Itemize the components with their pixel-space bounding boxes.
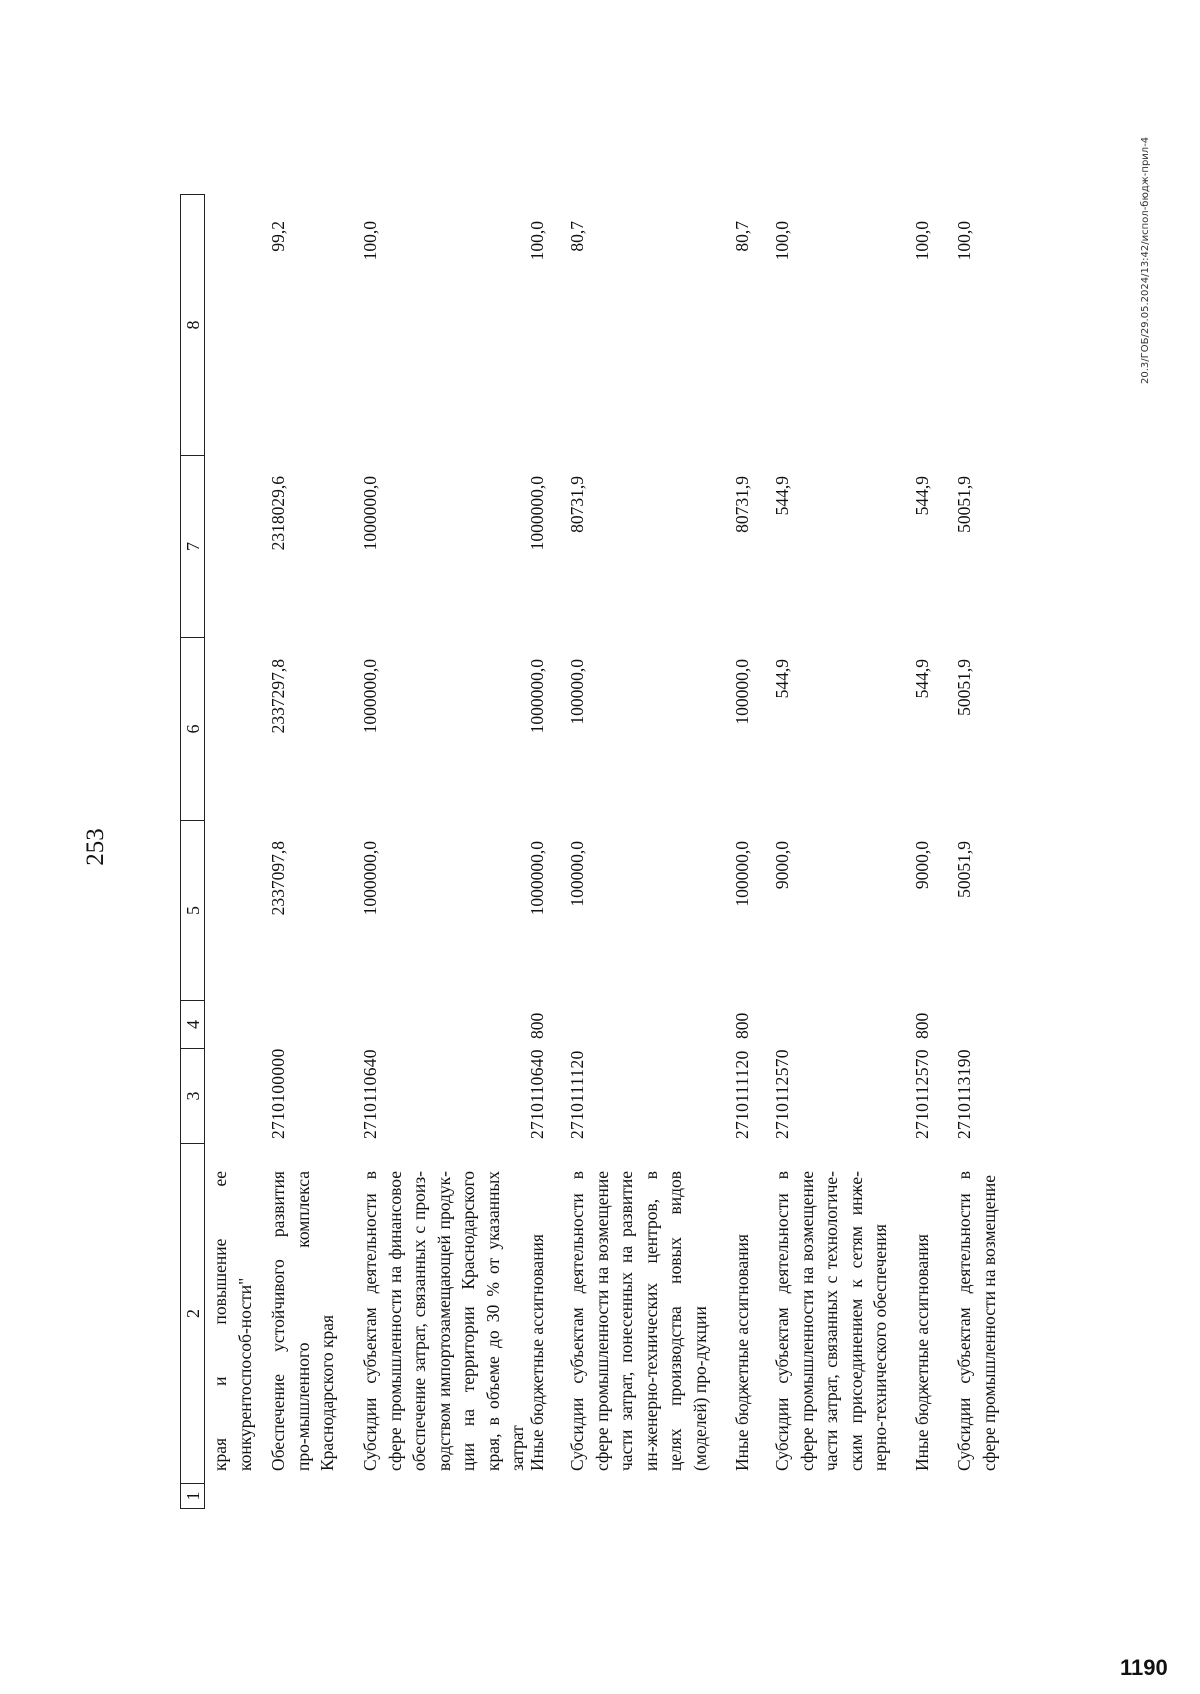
row-8-v7: 50051,9 <box>954 476 974 533</box>
row-4-name: Субсидии субъектам деятельности в сфере промышленности на возмещение части затрат, понесенных на развитие ин-женерно-технических центров, в целях производства новых видов (моделей) про-дукции <box>567 1171 710 1471</box>
header-col-5: 5 <box>180 821 205 1001</box>
row-6-v5: 9000,0 <box>772 841 792 890</box>
row-2-v8: 100,0 <box>360 221 380 261</box>
row-6-v7: 544,9 <box>772 476 792 516</box>
row-1-name: Обеспечение устойчивого развития про-мышленного комплекса Краснодарского края <box>268 1171 337 1471</box>
row-6-v8: 100,0 <box>772 221 792 261</box>
row-7-v8: 100,0 <box>912 221 932 261</box>
row-7-v7: 544,9 <box>912 476 932 516</box>
row-3-name: Иные бюджетные ассигнования <box>527 1234 547 1471</box>
row-8-code: 2710113190 <box>954 1049 974 1139</box>
row-5-v6: 100000,0 <box>732 659 752 725</box>
header-col-7: 7 <box>180 456 205 638</box>
row-0-name: края и повышение ее конкурентоспособ-ности" <box>210 1171 255 1471</box>
row-7-type: 800 <box>912 1012 932 1039</box>
row-3-v7: 1000000,0 <box>527 476 547 551</box>
row-7-code: 2710112570 <box>912 1049 932 1139</box>
row-5-code: 2710111120 <box>732 1050 752 1139</box>
row-1-v6: 2337297,8 <box>268 659 288 734</box>
page-number: 253 <box>82 828 109 866</box>
header-col-6: 6 <box>180 638 205 821</box>
row-3-v5: 1000000,0 <box>527 841 547 916</box>
row-3-v8: 100,0 <box>527 221 547 261</box>
row-3-v6: 1000000,0 <box>527 659 547 734</box>
row-1-v5: 2337097,8 <box>268 841 288 916</box>
row-7-name: Иные бюджетные ассигнования <box>912 1234 932 1471</box>
row-6-v6: 544,9 <box>772 659 792 699</box>
row-4-code: 2710111120 <box>567 1050 587 1139</box>
header-col-3: 3 <box>180 1049 205 1144</box>
row-1-v8: 99,2 <box>268 221 288 252</box>
row-5-name: Иные бюджетные ассигнования <box>732 1234 752 1471</box>
row-8-name: Субсидии субъектам деятельности в сфере промышленности на возмещение <box>954 1171 999 1471</box>
footer-stamp: 20.3/ГОБ/29.05.2024/13:42/испол-бюдж-прил-4 <box>1140 136 1151 384</box>
row-4-v7: 80731,9 <box>567 476 587 533</box>
row-3-type: 800 <box>527 1012 547 1039</box>
row-8-v8: 100,0 <box>954 221 974 261</box>
row-5-v7: 80731,9 <box>732 476 752 533</box>
row-6-name: Субсидии субъектам деятельности в сфере промышленности на возмещение части затрат, связанных с технологиче-ским присоединением к сетям инже-нерно-технического обеспечения <box>772 1171 890 1471</box>
row-5-v8: 80,7 <box>732 221 752 252</box>
row-4-v6: 100000,0 <box>567 659 587 725</box>
row-2-name: Субсидии субъектам деятельности в сфере промышленности на финансовое обеспечение затрат, связанных с произ-водством импортозамещающей продук-ции на территории Краснодарского края, в объеме до 30 % от указанных затрат <box>360 1171 527 1471</box>
budget-table <box>180 194 1110 1509</box>
row-7-v5: 9000,0 <box>912 841 932 890</box>
row-1-v7: 2318029,6 <box>268 476 288 551</box>
row-2-code: 2710110640 <box>360 1049 380 1139</box>
row-7-v6: 544,9 <box>912 659 932 699</box>
row-2-v5: 1000000,0 <box>360 841 380 916</box>
row-2-v7: 1000000,0 <box>360 476 380 551</box>
row-2-v6: 1000000,0 <box>360 659 380 734</box>
row-1-code: 2710100000 <box>268 1048 288 1139</box>
row-6-code: 2710112570 <box>772 1049 792 1139</box>
header-col-8: 8 <box>180 194 205 456</box>
row-4-v8: 80,7 <box>567 221 587 252</box>
sheet-number: 1190 <box>1120 1655 1168 1680</box>
row-5-type: 800 <box>732 1012 752 1039</box>
row-8-v6: 50051,9 <box>954 659 974 716</box>
header-col-2: 2 <box>180 1144 205 1484</box>
row-3-code: 2710110640 <box>527 1049 547 1139</box>
header-col-1: 1 <box>180 1484 205 1509</box>
row-8-v5: 50051,9 <box>954 841 974 898</box>
row-5-v5: 100000,0 <box>732 841 752 907</box>
row-4-v5: 100000,0 <box>567 841 587 907</box>
header-col-4: 4 <box>180 1001 205 1049</box>
